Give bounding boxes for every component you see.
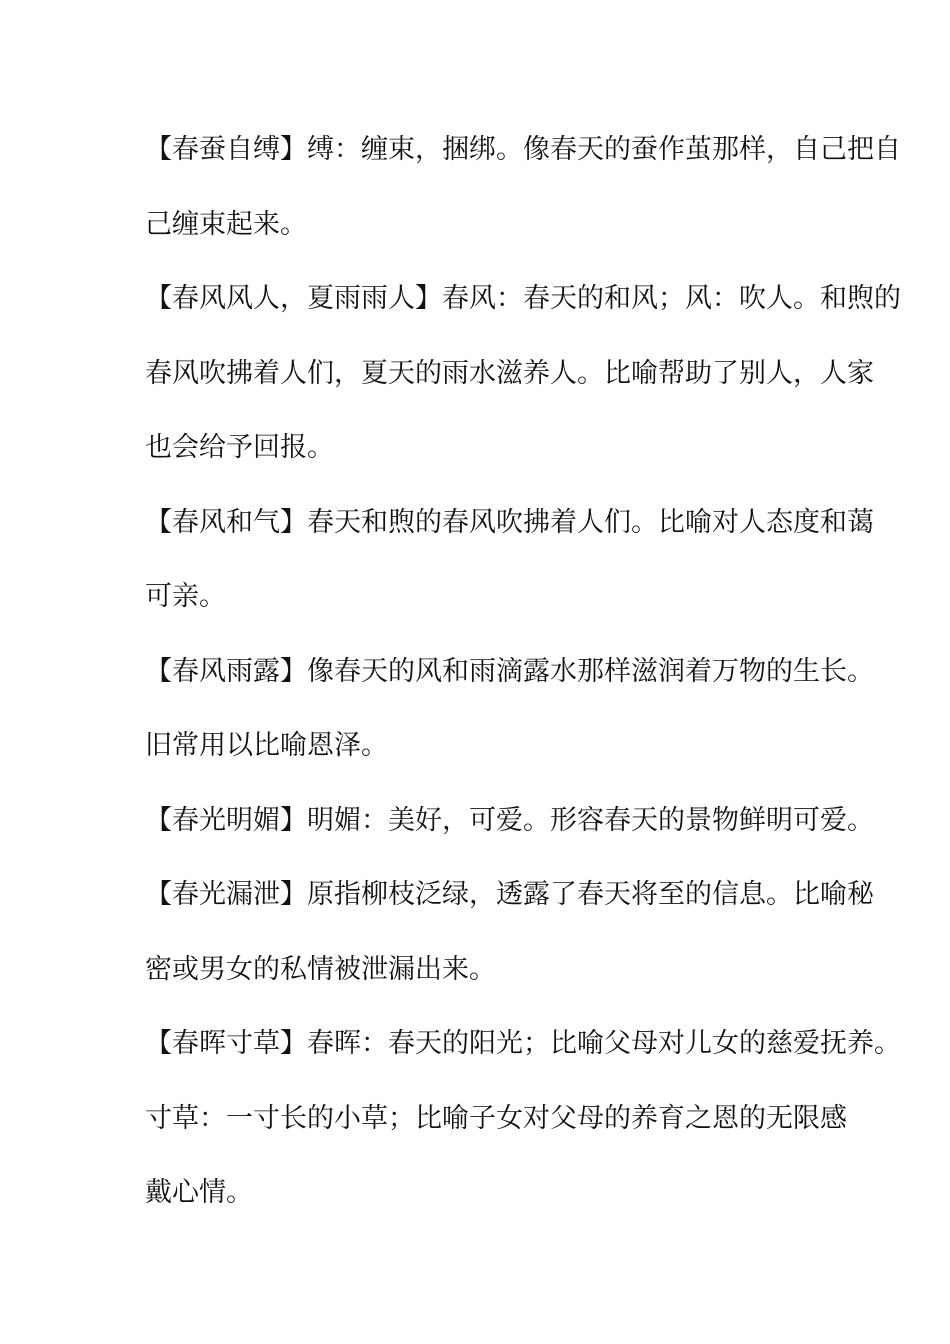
text-line: 可亲。: [145, 581, 226, 612]
text-line: 【春光漏泄】原指柳枝泛绿，透露了春天将至的信息。比喻秘: [145, 879, 874, 910]
idiom-entries: [145, 128, 901, 1246]
text-line: 旧常用以比喻恩泽。: [145, 730, 388, 761]
text-line: 【春风风人，夏雨雨人】春风：春天的和风；风：吹人。和煦的: [145, 283, 901, 314]
text-line: 春风吹拂着人们，夏天的雨水滋养人。比喻帮助了别人，人家: [145, 357, 874, 389]
text-line: 寸草：一寸长的小草；比喻子女对父母的养育之恩的无限感: [145, 1102, 847, 1134]
text-line: 【春蚕自缚】缚：缠束，捆绑。像春天的蚕作茧那样，自己把自: [145, 134, 901, 165]
text-line: 【春晖寸草】春晖：春天的阳光；比喻父母对儿女的慈爱抚养。: [145, 1028, 901, 1059]
text-line: 【春风雨露】像春天的风和雨滴露水那样滋润着万物的生长。: [145, 655, 874, 687]
text-line: 密或男女的私情被泄漏出来。: [145, 953, 496, 985]
text-line: 【春光明媚】明媚：美好，可爱。形容春天的景物鲜明可爱。: [145, 804, 874, 836]
text-line: 戴心情。: [145, 1177, 253, 1208]
text-line: 也会给予回报。: [145, 432, 334, 463]
text-line: 己缠束起来。: [145, 208, 307, 240]
text-line: 【春风和气】春天和煦的春风吹拂着人们。比喻对人态度和蔼: [145, 506, 874, 538]
